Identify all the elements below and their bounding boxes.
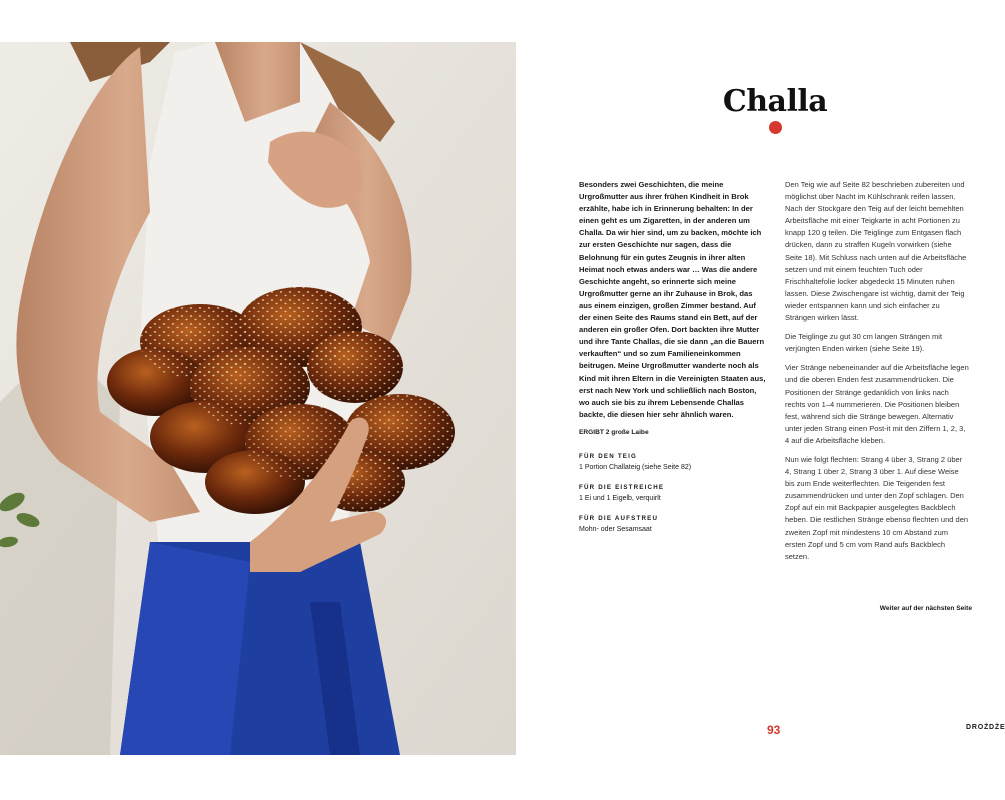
ingredient-heading: FÜR DIE AUFSTREU [579,514,659,522]
yield-text: ERGIBT 2 große Laibe [579,428,649,436]
recipe-title: Challa [722,84,828,119]
title-dot [769,121,782,134]
page-number: 93 [767,723,781,737]
method-step: Die Teiglinge zu gut 30 cm langen Strängen mit verjüngten Enden wirken (siehe Seite 19). [785,332,943,354]
ingredient-group-topping [579,515,767,533]
ingredient-item: 1 Ei und 1 Eigelb, verquirlt [579,494,661,502]
ingredient-group-dough [579,453,767,471]
ingredient-item: Mohn- oder Sesamsaat [579,525,652,533]
intro-text: Besonders zwei Geschichten, die meine Urgroßmutter aus ihrer frühen Kindheit in Brok erzählte, habe ich in Erinnerung behalten: In der einen geht es um Zigaretten, in der anderen um Challa. Da wir hier sind, um zu backen, möchte ich zur ersten Geschichte nur sagen, dass die Belohnung für ein gutes Zeugnis in ihrer alten Heimat noch etwas anders war … Was die andere Geschichte angeht, so erinnerte sich meine Urgroßmutter gerne an ihr Zuhause in Brok, das aus einem einzigen, großen Zimmer bestand. Auf der einen Seite des Raums stand ein Bett, auf der anderen ein großer Ofen. Dort backten ihre Mutter und ihre Tante Challas, die sie dann „an die Bauern verkauften“ und so zum Familieneinkommen beitrugen. Meine Urgroßmutter wanderte noch als Kind mit ihren Eltern in die Vereinigten Staaten aus, erst nach New York und schließlich nach Boston, wo auch sie bis zu ihrem Lebensende Challas backte, die diesen hier sehr ähnlich waren. [579,180,766,419]
running-head: DROŻDŻE [966,724,1005,731]
method-step: Nun wie folgt flechten: Strang 4 über 3, Strang 2 über 4, Strang 1 über 2, Strang 3 über 1. Auf diese Weise bis zum Ende weiterflechten. Die Teigenden fest zusammendrücken und unter den Zopf schlagen. Den Zopf auf ein mit Backpapier ausgelegtes Backblech heben. Die restlichen Stränge ebenso flechten und den zweiten Zopf mit mindestens 10 cm Abstand zum ersten Zopf und 5 cm vom Rand aufs Backblech setzen. [785,454,969,561]
ingredient-group-egg-wash [579,484,767,502]
method-step: Vier Stränge nebeneinander auf die Arbeitsfläche legen und die oberen Enden fest zusammendrücken. Die Positionen der Stränge gedanklich von links nach rechts von 1–4 nummerieren. Die Positionen bleiben fest, während sich die Stränge bewegen. Alternativ unter jeden Strang einen Post-it mit den Ziffern 1, 2, 3, 4 auf die Arbeitsfläche kleben. [785,363,969,445]
ingredient-heading: FÜR DIE EISTREICHE [579,483,665,491]
photo-woman-holding-challa [0,42,516,755]
method-step: Den Teig wie auf Seite 82 beschrieben zubereiten und möglichst über Nacht im Kühlschrank reifen lassen. Nach der Stockgare den Teig auf der leicht bemehlten Arbeitsfläche mit einer Teigkarte in acht Portionen zu knapp 120 g teilen. Die Teiglinge zum Entgasen flach drücken, dann zu straffen Kugeln vorwirken (siehe Seite 18). Mit Schluss nach unten auf die Arbeitsfläche setzen und mit einem feuchten Tuch oder Frischhaltefolie locker abgedeckt 15 Minuten ruhen lassen. Diese Zwischengare ist wichtig, damit der Teig wieder entspannen kann und sich einfacher zu Strängen wirken lässt. [785,180,967,323]
ingredient-heading: FÜR DEN TEIG [579,452,638,460]
method-column [785,179,970,570]
intro-column [579,179,767,533]
ingredient-item: 1 Portion Challateig (siehe Seite 82) [579,463,692,471]
continue-note: Weiter auf der nächsten Seite [879,605,972,612]
